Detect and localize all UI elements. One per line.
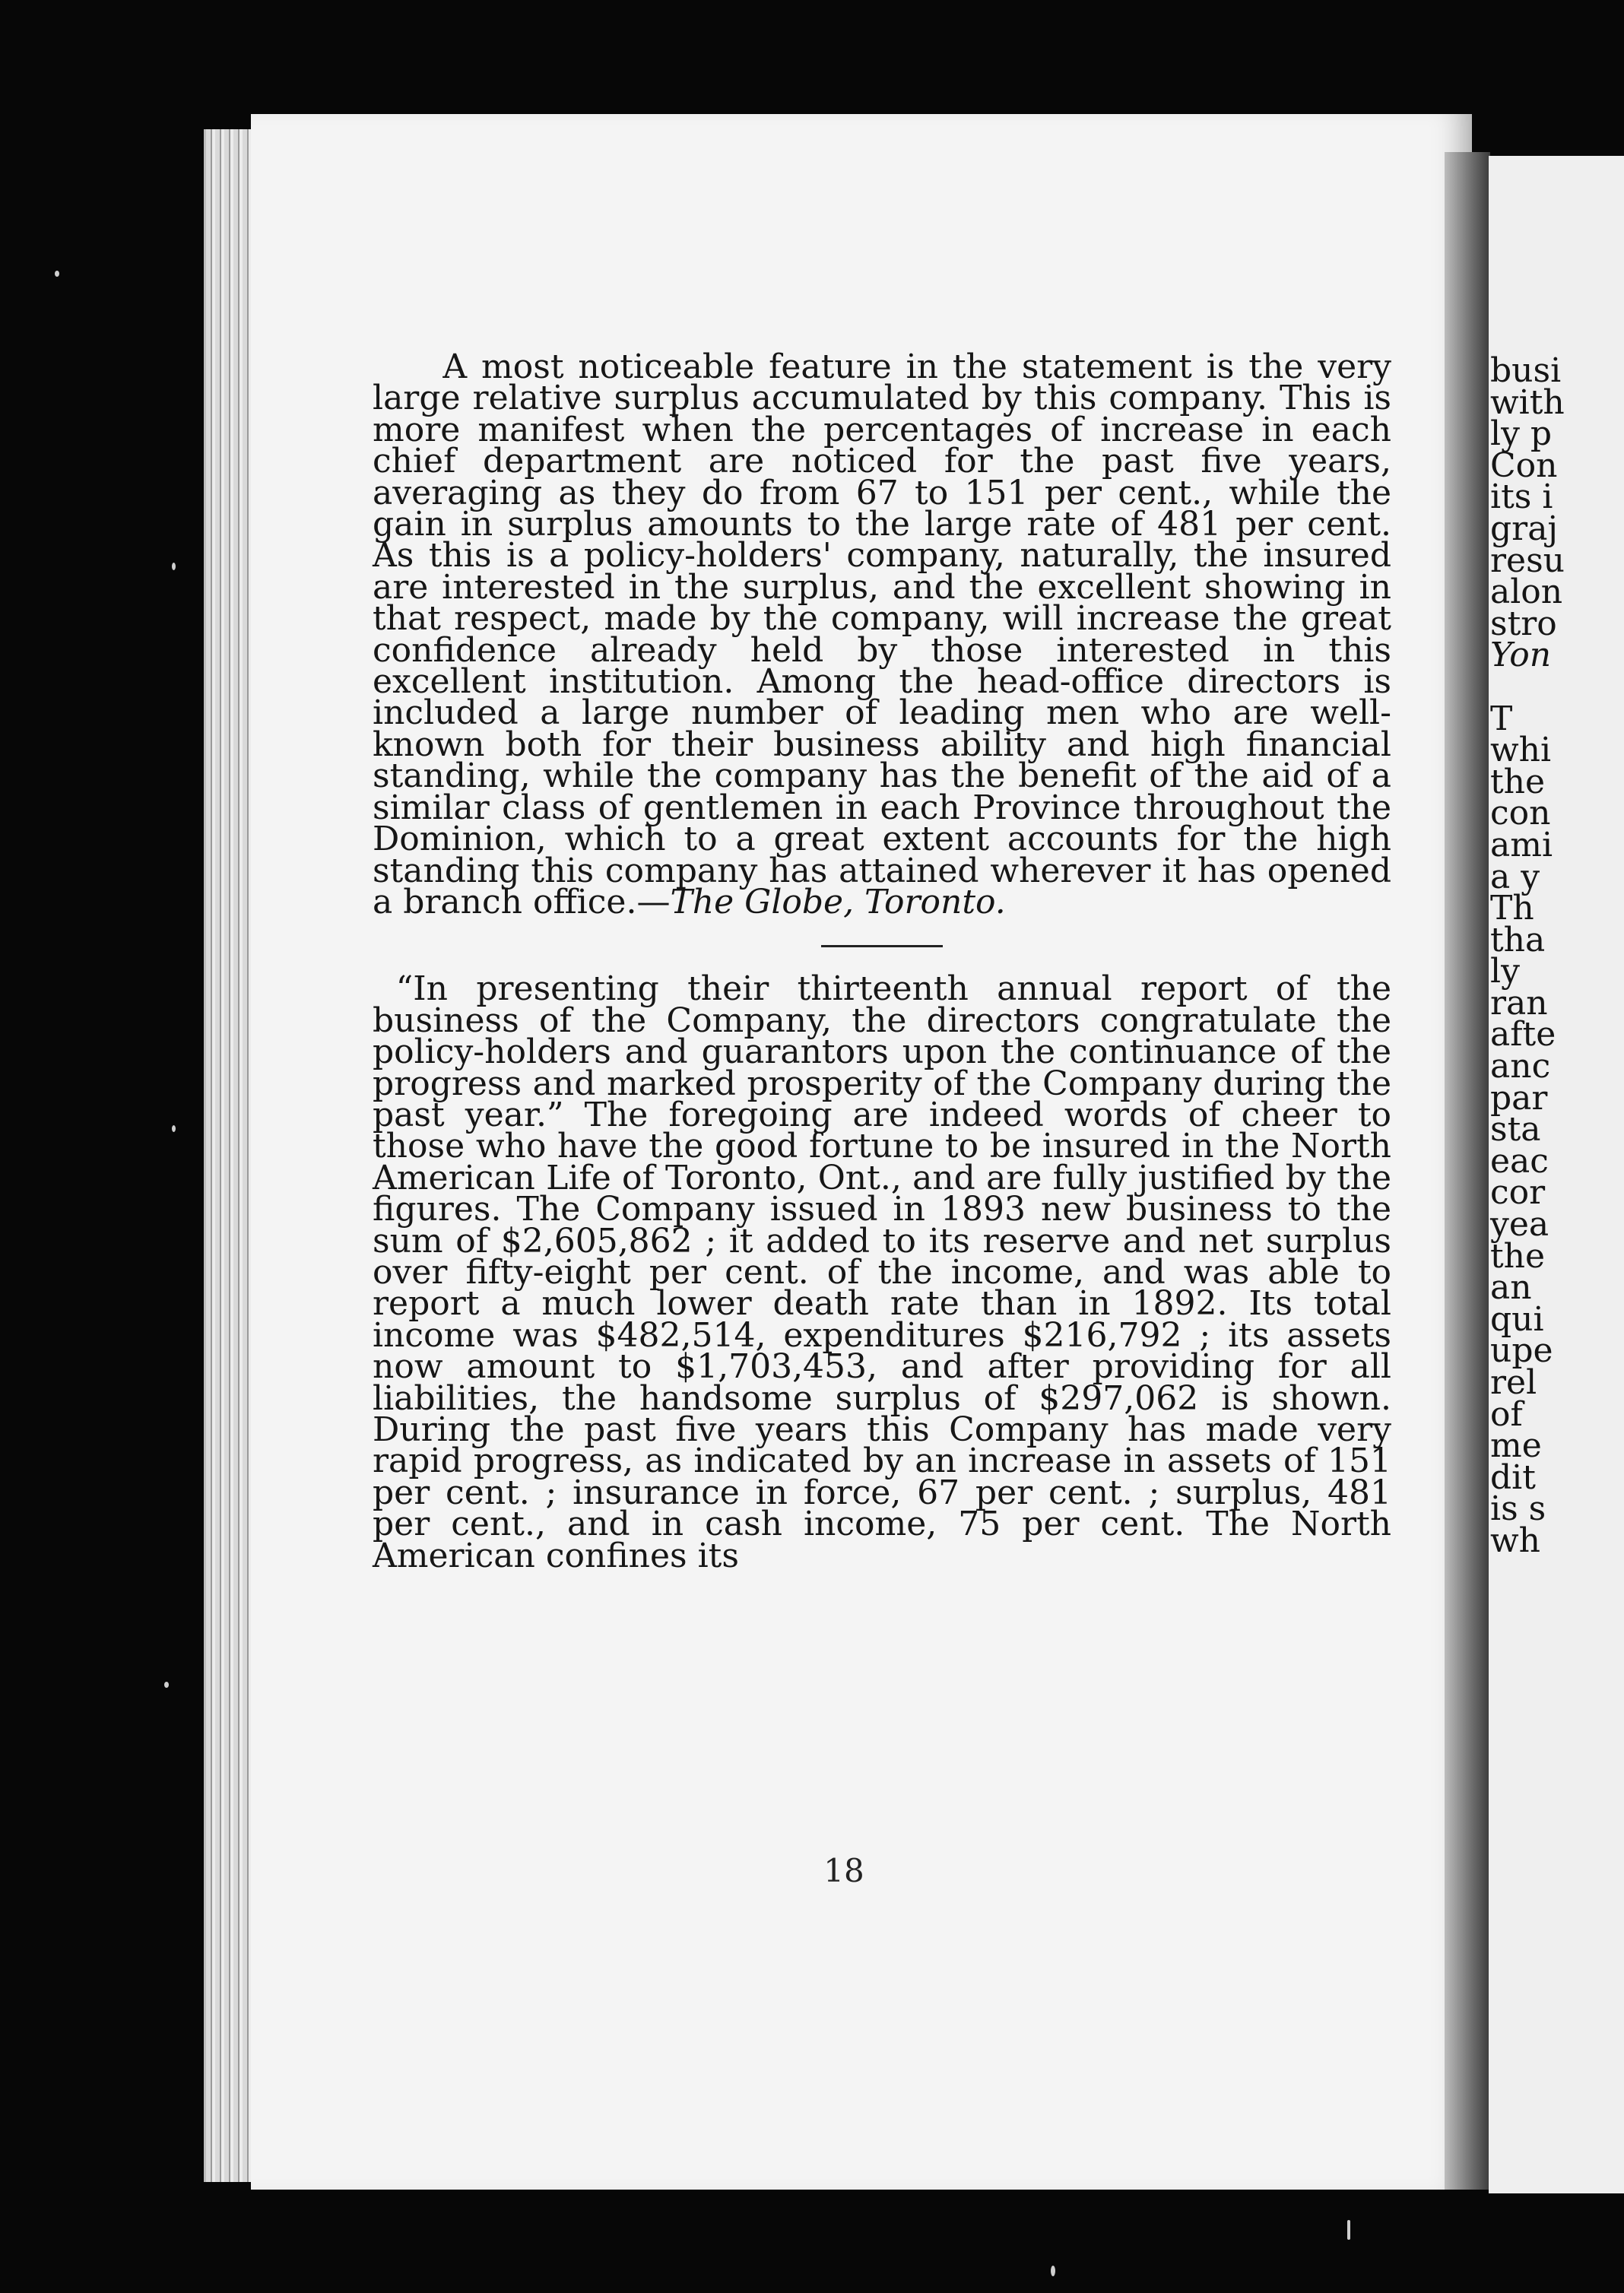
paragraph-globe bbox=[373, 347, 1391, 921]
left-page-text bbox=[373, 347, 1391, 1575]
fragment-line: par bbox=[1490, 1078, 1548, 1118]
fragment-line: tha bbox=[1490, 920, 1546, 959]
fragment-line: is s bbox=[1490, 1489, 1546, 1529]
fragment-line: qui bbox=[1490, 1299, 1544, 1339]
fragment-line: ran bbox=[1490, 983, 1548, 1023]
scan-speck bbox=[1347, 2220, 1350, 2240]
scan-speck bbox=[1051, 2266, 1055, 2276]
scan-speck bbox=[172, 563, 176, 570]
fragment-line: graj bbox=[1490, 509, 1559, 548]
fragment-line: sta bbox=[1490, 1110, 1541, 1150]
fragment-line: anc bbox=[1490, 1047, 1551, 1086]
scan-speck bbox=[172, 1125, 176, 1132]
fragment-line: the bbox=[1490, 1236, 1546, 1276]
paragraph-2-text: “In presenting their thirteenth annual report of the business of the Company, the directors congratulate the policy-holders and guarantors upon the continuance of the progress and marked prosperity of the Company during the past year.” The foregoing are indeed words of cheer to those who have the good fortune to be insured in the North American Life of Toronto, Ont., and are fully justified by the figures. The Company issued in 1893 new business to the sum of $2,605,862 ; it added to its reserve and net surplus over fifty-eight per cent. of the income, and was able to report a much lower death rate than in 1892. Its total income was $482,514, expenditures $216,792 ; its assets now amount to $1,703,453, and after providing for all liabilities, the handsome surplus of $297,062 is shown. During the past five years this Company has made very rapid progress, as indicated by an increase in assets of 151 per cent. ; insurance in force, 67 per cent. ; surplus, 481 per cent., and in cash income, 75 per cent. The North American confines its bbox=[373, 969, 1391, 1575]
page-number: 18 bbox=[823, 1852, 864, 1889]
fragment-line: cor bbox=[1490, 1173, 1546, 1213]
fragment-line: eac bbox=[1490, 1141, 1549, 1181]
book-gutter bbox=[1445, 152, 1490, 2190]
scan-speck bbox=[55, 271, 59, 277]
right-page-text bbox=[1490, 351, 1624, 1560]
fragment-line: upe bbox=[1490, 1331, 1553, 1371]
fragment-line: an bbox=[1490, 1268, 1532, 1308]
fragment-line-italic: Yon bbox=[1490, 636, 1552, 675]
fragment-line: alon bbox=[1490, 572, 1563, 612]
fragment-line: rel bbox=[1490, 1363, 1537, 1402]
fragment-line: Th bbox=[1490, 889, 1534, 928]
fragment-line: whi bbox=[1490, 731, 1552, 770]
fragment-line: resu bbox=[1490, 541, 1565, 580]
fragment-line: T bbox=[1490, 699, 1513, 738]
fragment-line: busi bbox=[1490, 351, 1562, 390]
fragment-line: wh bbox=[1490, 1521, 1540, 1560]
paragraph-1-text: A most noticeable feature in the statement is the very large relative surplus accumulated by this company. This is more manifest when the percentages of increase in each chief department are noticed for the past five years, averaging as they do from 67 to 151 per cent., while the gain in surplus amounts to the large rate of 481 per cent. As this is a policy-holders' company, naturally, the insured are interested in the surplus, and the excellent showing in that respect, made by the company, will increase the great confidence already held by those interested in this excellent institution. Among the head-office directors is included a large number of leading men who are well-known both for their business ability and high financial standing, while the company has the benefit of the aid of a similar class of gentlemen in each Province throughout the Dominion, which to a great extent accounts for the high standing this company has attained wherever it has opened a branch office.— bbox=[373, 347, 1391, 921]
fragment-line: dit bbox=[1490, 1457, 1536, 1497]
right-page bbox=[1489, 156, 1624, 2193]
fragment-line: its i bbox=[1490, 477, 1553, 517]
fragment-line: con bbox=[1490, 794, 1551, 833]
fragment-line: afte bbox=[1490, 1015, 1556, 1055]
fragment-gap bbox=[1490, 671, 1624, 703]
fragment-line: with bbox=[1490, 382, 1565, 422]
section-divider bbox=[821, 945, 943, 947]
fragment-line: the bbox=[1490, 762, 1546, 801]
fragment-line: ly bbox=[1490, 952, 1520, 991]
fragment-line: Con bbox=[1490, 446, 1558, 485]
fragment-line: ly p bbox=[1490, 414, 1553, 454]
fragment-line: ami bbox=[1490, 825, 1553, 864]
fragment-line: stro bbox=[1490, 604, 1557, 643]
source-citation: The Globe, Toronto. bbox=[670, 882, 1006, 921]
fragment-line: a y bbox=[1490, 857, 1540, 896]
fragment-line: of bbox=[1490, 1394, 1523, 1434]
fragment-line: me bbox=[1490, 1426, 1542, 1466]
paragraph-report bbox=[373, 969, 1391, 1575]
scan-speck bbox=[164, 1682, 169, 1688]
fragment-line: yea bbox=[1490, 1205, 1549, 1245]
